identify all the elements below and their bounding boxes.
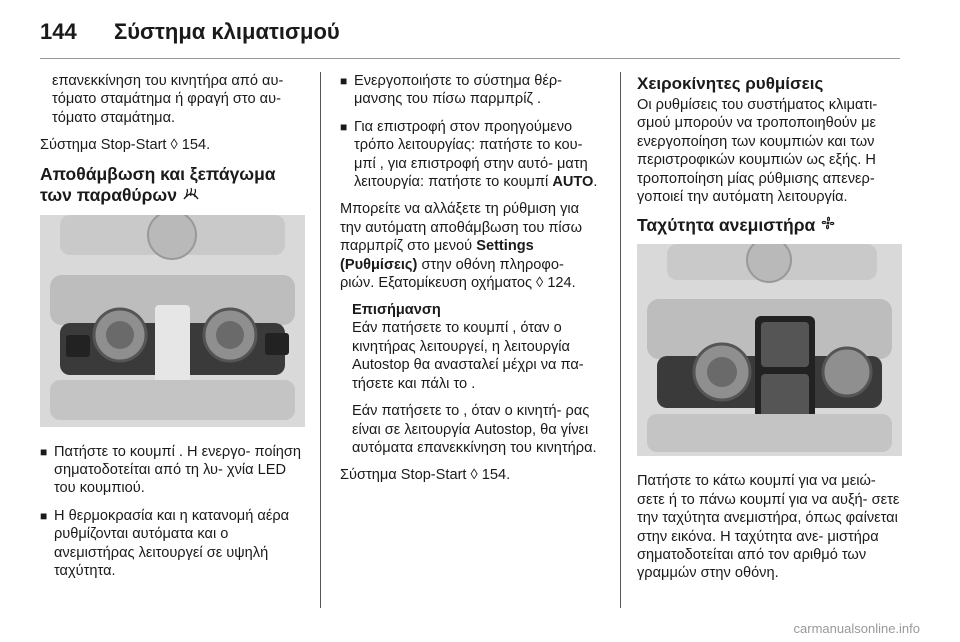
manual-settings-heading: Χειροκίνητες ρυθμίσεις (637, 74, 824, 93)
settings-label: Settings (Ρυθμίσεις) (340, 238, 534, 273)
fan-control-photo (637, 244, 902, 456)
column-2 (340, 72, 602, 494)
auto-label: AUTO (552, 174, 594, 191)
note-paragraph-2: Εάν πατήσετε το , όταν ο κινητή- ρας είναι σε λειτουργία Autostop, θα γίνει αυτόματα επανεκκίνηση του κινητήρα. (352, 403, 597, 456)
list-item: ■ Η θερμοκρασία και η κατανομή αέρα ρυθμίζονται αυτόματα και ο ανεμιστήρας λειτουργεί σε υψηλή ταχύτητα. (40, 507, 290, 580)
fan-icon (820, 215, 836, 235)
note-paragraph-1: Εάν πατήσετε το κουμπί , όταν ο κινητήρας λειτουργεί, η λειτουργία Autostop θα ανασταλεί μέχρι να πα- τήσετε και πάλι το . (352, 320, 584, 392)
section-heading-defrost: Αποθάμβωση και ξεπάγωμα των παραθύρων (40, 163, 276, 205)
column-divider-1 (320, 72, 321, 608)
header-divider (40, 58, 900, 59)
stop-start-reference: Σύστημα Stop-Start ◊ 154. (40, 137, 211, 154)
climate-panel-photo (40, 215, 305, 427)
note-title: Επισήμανση (352, 302, 441, 319)
settings-paragraph: Μπορείτε να αλλάξετε τη ρύθμιση για την αυτόματη αποθάμβωση του πίσω παρμπρίζ στο μενού Settings (Ρυθμίσεις) στην οθόνη πληροφο- ριών. Εξατομίκευση οχήματος ◊ 124. (340, 201, 583, 292)
fan-speed-heading: Ταχύτητα ανεμιστήρα (637, 215, 902, 236)
list-item: ■ Πατήστε το κουμπί . Η ενεργο- ποίηση σηματοδοτείται από τη λυ- χνία LED του κουμπιού. (40, 443, 302, 497)
column-3 (637, 72, 902, 592)
manual-settings-intro: Οι ρυθμίσεις του συστήματος κλιματι- σμού μπορούν να τροποποιηθούν με ενεργοποίηση των κουμπιών και των περιστροφικών κουμπιών ως εξής. Η τροποποίηση μίας ρύθμισης απενερ- γοποιεί την αυτόματη λειτουργία. (637, 97, 878, 206)
list-item: ■ Ενεργοποιήστε το σύστημα θέρ- μανσης του πίσω παρμπρίζ . (340, 73, 563, 108)
column-1 (40, 72, 305, 589)
defrost-icon (182, 186, 200, 207)
stop-start-reference-2: Σύστημα Stop-Start ◊ 154. (340, 467, 511, 484)
list-item: ■ Για επιστροφή στον προηγούμενο τρόπο λειτουργίας: πατήστε το κου- μπί , για επιστροφή στην αυτό- ματη λειτουργία: πατήστε το κουμπί AUTO. (340, 118, 598, 191)
page-header (40, 12, 340, 52)
column-divider-2 (620, 72, 621, 608)
note-block (340, 301, 602, 457)
page-title: Σύστημα κλιματισμού (114, 19, 340, 44)
watermark: carmanualsonline.info (793, 621, 920, 636)
page-number: 144 (40, 19, 77, 44)
intro-paragraph: επανεκκίνηση του κινητήρα από αυ- τόματο σταμάτημα ή φραγή στο αυ- τόματο σταμάτημα. (52, 73, 284, 126)
fan-speed-body: Πατήστε το κάτω κουμπί για να μειώ- σετε ή το πάνω κουμπί για να αυξή- σετε την ταχύτητα ανεμιστήρα, όπως φαίνεται στην εικόνα. Η ταχύτητα ανε- μιστήρα σηματοδοτείται από τον αριθμό των γραμμών στην οθόνη. (637, 473, 900, 582)
